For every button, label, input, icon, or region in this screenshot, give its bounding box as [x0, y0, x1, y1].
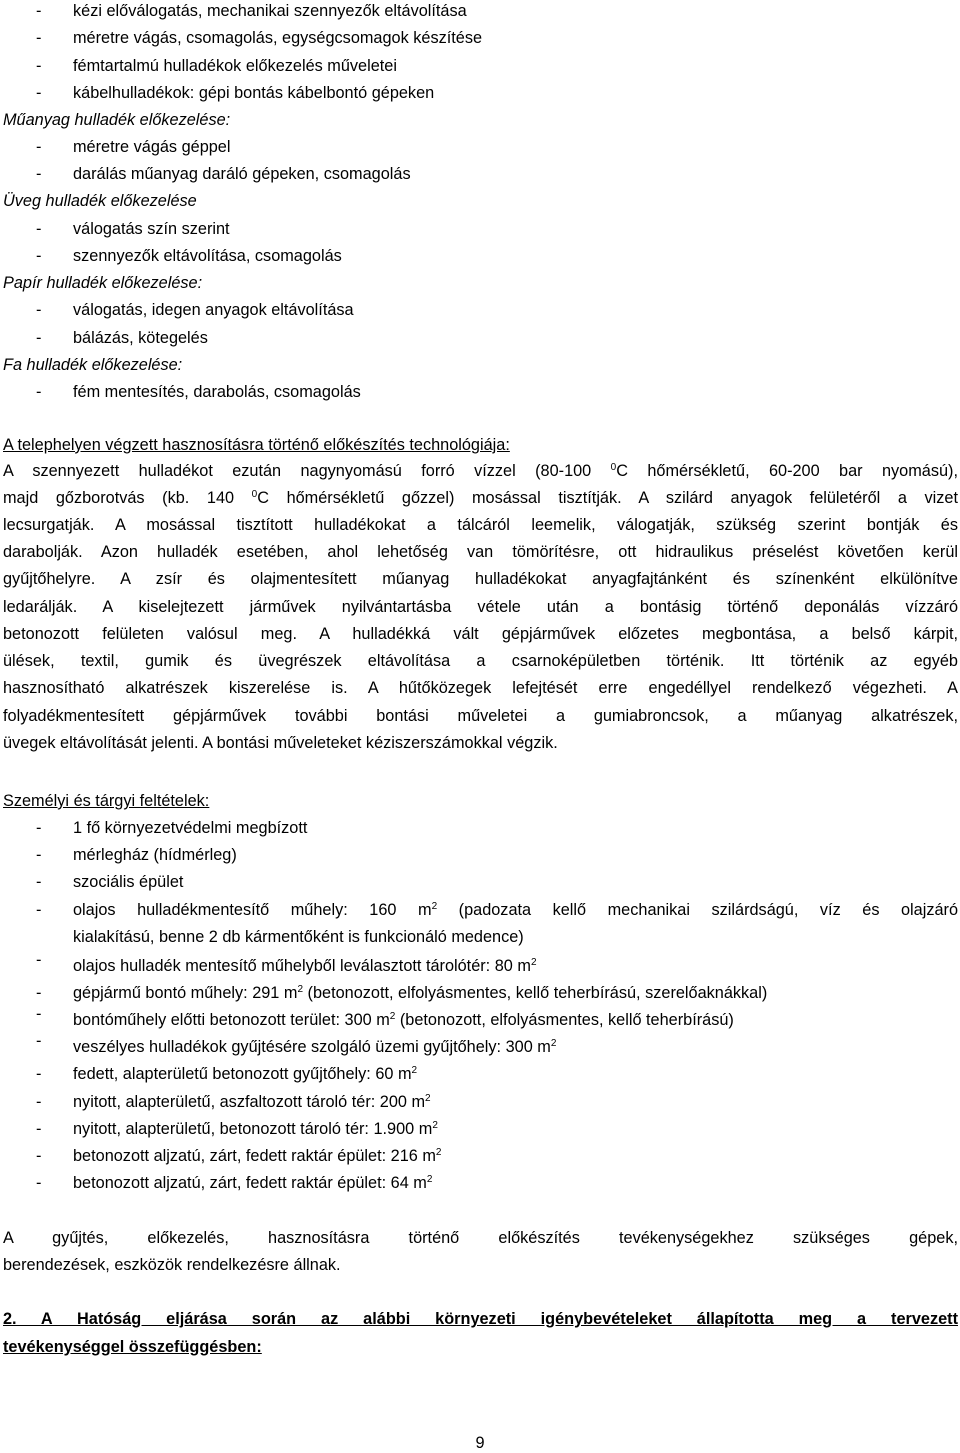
plastic-heading: Műanyag hulladék előkezelése:	[3, 111, 231, 129]
paragraph-line: gyűjtőhelyre. A zsír és olajmentesített műanyag hulladékokat anyagfajtánként és színenként elkülönítve	[3, 570, 958, 588]
personnel-heading: Személyi és tárgyi feltételek:	[3, 792, 210, 810]
list-item: szociális épület	[73, 873, 184, 891]
list-item: darálás műanyag daráló gépeken, csomagolás	[73, 165, 411, 183]
equipment-line: berendezések, eszközök rendelkezésre állnak.	[3, 1256, 341, 1274]
bullet-dash: -	[36, 1032, 42, 1050]
bullet-dash: -	[36, 301, 42, 319]
equipment-line: A gyűjtés, előkezelés, hasznosításra történő előkészítés tevékenységekhez szükséges gépek,	[3, 1229, 958, 1247]
section-heading: tevékenységgel összefüggésben:	[3, 1338, 262, 1356]
bullet-dash: -	[36, 951, 42, 969]
list-item: nyitott, alapterületű, aszfaltozott tároló tér: 200 $m^2$	[73, 1093, 431, 1111]
list-item: fedett, alapterületű betonozott gyűjtőhely: 60 $m^2$	[73, 1065, 418, 1083]
list-item: olajos hulladék mentesítő műhelyből leválasztott tárolótér: 80 $m^2$	[73, 957, 537, 975]
bullet-dash: -	[36, 1120, 42, 1138]
list-item: 1 fő környezetvédelmi megbízott	[73, 819, 308, 837]
list-item: gépjármű bontó műhely: 291 $m^2$ (betonozott, elfolyásmentes, kellő teherbírású, szerelőaknákkal)	[73, 984, 768, 1002]
list-item: bálázás, kötegelés	[73, 329, 208, 347]
list-item: kábelhulladékok: gépi bontás kábelbontó gépeken	[73, 84, 435, 102]
paragraph-line: ülések, textil, gumik és üvegrészek eltávolítása a csarnoképületben történik. Itt történik az egyéb	[3, 652, 958, 670]
paragraph-line: lecsurgatják. A mosással tisztított hulladékokat a tálcáról leemelik, válogatják, szükség szerint bontják és	[3, 516, 958, 534]
list-item: veszélyes hulladékok gyűjtésére szolgáló üzemi gyűjtőhely: 300 $m^2$	[73, 1038, 557, 1056]
bullet-dash: -	[36, 84, 42, 102]
paragraph-line: darabolják. Azon hulladék esetében, ahol lehetőség van tömörítésre, ott hidraulikus préselést követően kerül	[3, 543, 958, 561]
list-item: betonozott aljzatú, zárt, fedett raktár épület: 64 $m^2$	[73, 1174, 433, 1192]
list-item: fém mentesítés, darabolás, csomagolás	[73, 383, 361, 401]
bullet-dash: -	[36, 220, 42, 238]
list-item: mérlegház (hídmérleg)	[73, 846, 237, 864]
bullet-dash: -	[36, 29, 42, 47]
bullet-dash: -	[36, 819, 42, 837]
bullet-dash: -	[36, 1065, 42, 1083]
bullet-dash: -	[36, 1005, 42, 1023]
bullet-dash: -	[36, 984, 42, 1002]
bullet-dash: -	[36, 1147, 42, 1165]
bullet-dash: -	[36, 383, 42, 401]
paper-heading: Papír hulladék előkezelése:	[3, 274, 203, 292]
list-item: méretre vágás, csomagolás, egységcsomagok készítése	[73, 29, 483, 47]
bullet-dash: -	[36, 57, 42, 75]
paragraph-line: betonozott felületen valósul meg. A hulladékká vált gépjárművek előzetes megbontása, a belső kárpit,	[3, 625, 958, 643]
technology-heading: A telephelyen végzett hasznosításra történő előkészítés technológiája:	[3, 436, 510, 454]
list-item: méretre vágás géppel	[73, 138, 231, 156]
paragraph-line: üvegek eltávolítását jelenti. A bontási műveleteket kéziszerszámokkal végzik.	[3, 734, 558, 752]
bullet-dash: -	[36, 901, 42, 919]
list-item: kézi előválogatás, mechanikai szennyezők eltávolítása	[73, 2, 467, 20]
paragraph-line: folyadékmentesített gépjárművek további bontási műveletei a gumiabroncsok, a műanyag alkatrészek,	[3, 707, 958, 725]
list-item: fémtartalmú hulladékok előkezelés műveletei	[73, 57, 397, 75]
list-item: bontóműhely előtti betonozott terület: 300 $m^2$ (betonozott, elfolyásmentes, kellő teherbírású)	[73, 1011, 734, 1029]
page-number: 9	[475, 1434, 485, 1452]
wood-heading: Fa hulladék előkezelése:	[3, 356, 183, 374]
bullet-dash: -	[36, 247, 42, 265]
list-item: olajos hulladékmentesítő műhely: 160 $m^2$ (padozata kellő mechanikai szilárdságú, víz és olajzáró	[73, 901, 959, 919]
bullet-dash: -	[36, 1174, 42, 1192]
bullet-dash: -	[36, 1093, 42, 1111]
paragraph-line: ledarálják. A kiselejtezett járművek nyilvántartásba vétele után a bontásig történő deponálás vízzáró	[3, 598, 958, 616]
glass-heading: Üveg hulladék előkezelése	[3, 192, 197, 210]
bullet-dash: -	[36, 2, 42, 20]
bullet-dash: -	[36, 329, 42, 347]
paragraph-line: majd gőzborotvás (kb. 140 $^0$C hőmérsékletű gőzzel) mosással tisztítják. A szilárd anyagok felületéről a vizet	[3, 489, 958, 507]
list-item: szennyezők eltávolítása, csomagolás	[73, 247, 342, 265]
bullet-dash: -	[36, 165, 42, 183]
list-item: nyitott, alapterületű, betonozott tároló tér: 1.900 $m^2$	[73, 1120, 438, 1138]
bullet-dash: -	[36, 846, 42, 864]
bullet-dash: -	[36, 138, 42, 156]
paragraph-line: A szennyezett hulladékot ezután nagynyomású forró vízzel (80-100 $^0$C hőmérsékletű, 60-200 bar nyomású),	[3, 462, 958, 480]
section-heading: 2. A Hatóság eljárása során az alábbi környezeti igénybevételeket állapította meg a tervezett	[3, 1310, 958, 1328]
list-item: válogatás, idegen anyagok eltávolítása	[73, 301, 354, 319]
list-item: válogatás szín szerint	[73, 220, 230, 238]
paragraph-line: hasznosítható alkatrészek kiszerelése is. A hűtőközegek lefejtését erre engedéllyel rendelkező végezheti. A	[3, 679, 958, 697]
bullet-dash: -	[36, 873, 42, 891]
list-item: betonozott aljzatú, zárt, fedett raktár épület: 216 $m^2$	[73, 1147, 442, 1165]
list-item-continuation: kialakítású, benne 2 db kármentőként is funkcionáló medence)	[73, 928, 524, 946]
